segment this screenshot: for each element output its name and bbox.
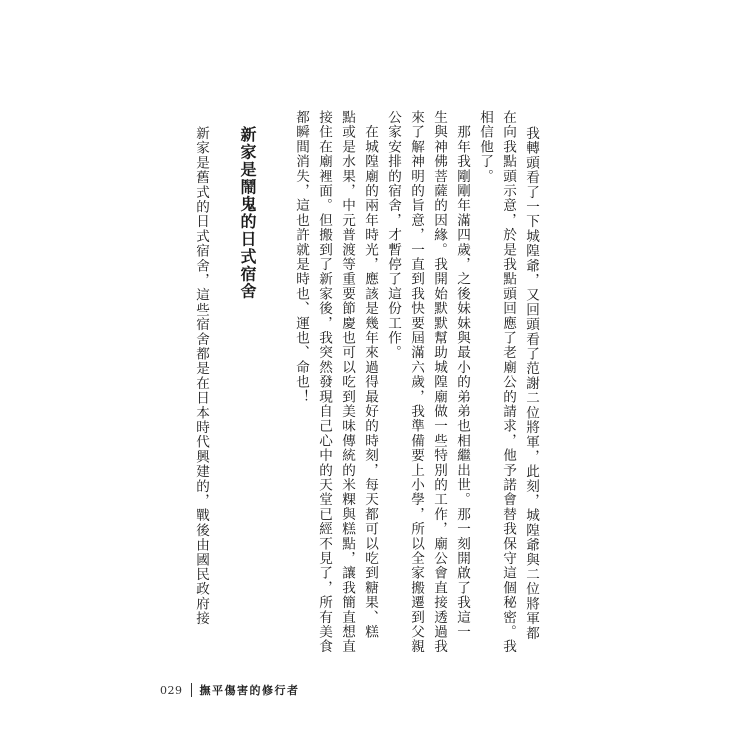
footer-divider [191,683,192,697]
text-column: 我轉頭看了一下城隍爺，又回頭看了范謝二位將軍，此刻，城隍爺與二位將軍都 [523,126,539,641]
text-column: 公家安排的宿舍，才暫停了這份工作。 [385,110,401,360]
text-column: 點或是水果，中元普渡等重要節慶也可以吃到美味傳統的米粿與糕點，讓我簡直想直 [339,110,355,654]
page-number: 029 [160,683,183,697]
section-heading: 新家是鬧鬼的日式宿舍 [238,126,257,300]
text-column: 新家是舊式的日式宿舍，這些宿舍都是在日本時代興建的，戰後由國民政府接 [193,126,209,626]
text-column: 相信他了。 [477,110,493,184]
text-column: 在向我點頭示意，於是我點頭回應了老廟公的請求，他予諾會替我保守這個秘密。我 [500,110,516,654]
text-column: 在城隍廟的兩年時光，應該是幾年來過得最好的時刻，每天都可以吃到糖果、糕 [362,110,378,640]
text-column: 接住在廟裡面。但搬到了新家後，我突然發現自己心中的天堂已經不見了，所有美食 [316,110,332,654]
text-column: 那年我剛剛年滿四歲，之後妹妹與最小的弟弟也相繼出世。那一刻開啟了我這一 [454,110,470,640]
text-column: 來了解神明的旨意，一直到我快要屆滿六歲，我準備要上小學，所以全家搬遷到父親 [408,110,424,654]
running-title: 撫平傷害的修行者 [199,684,300,697]
text-column: 都瞬間消失，這也許就是時也、運也、命也！ [293,110,309,404]
page-footer [160,680,300,700]
text-column: 生與神佛菩薩的因緣。我開始默默幫助城隍廟做一些特別的工作，廟公會直接透過我 [431,110,447,654]
